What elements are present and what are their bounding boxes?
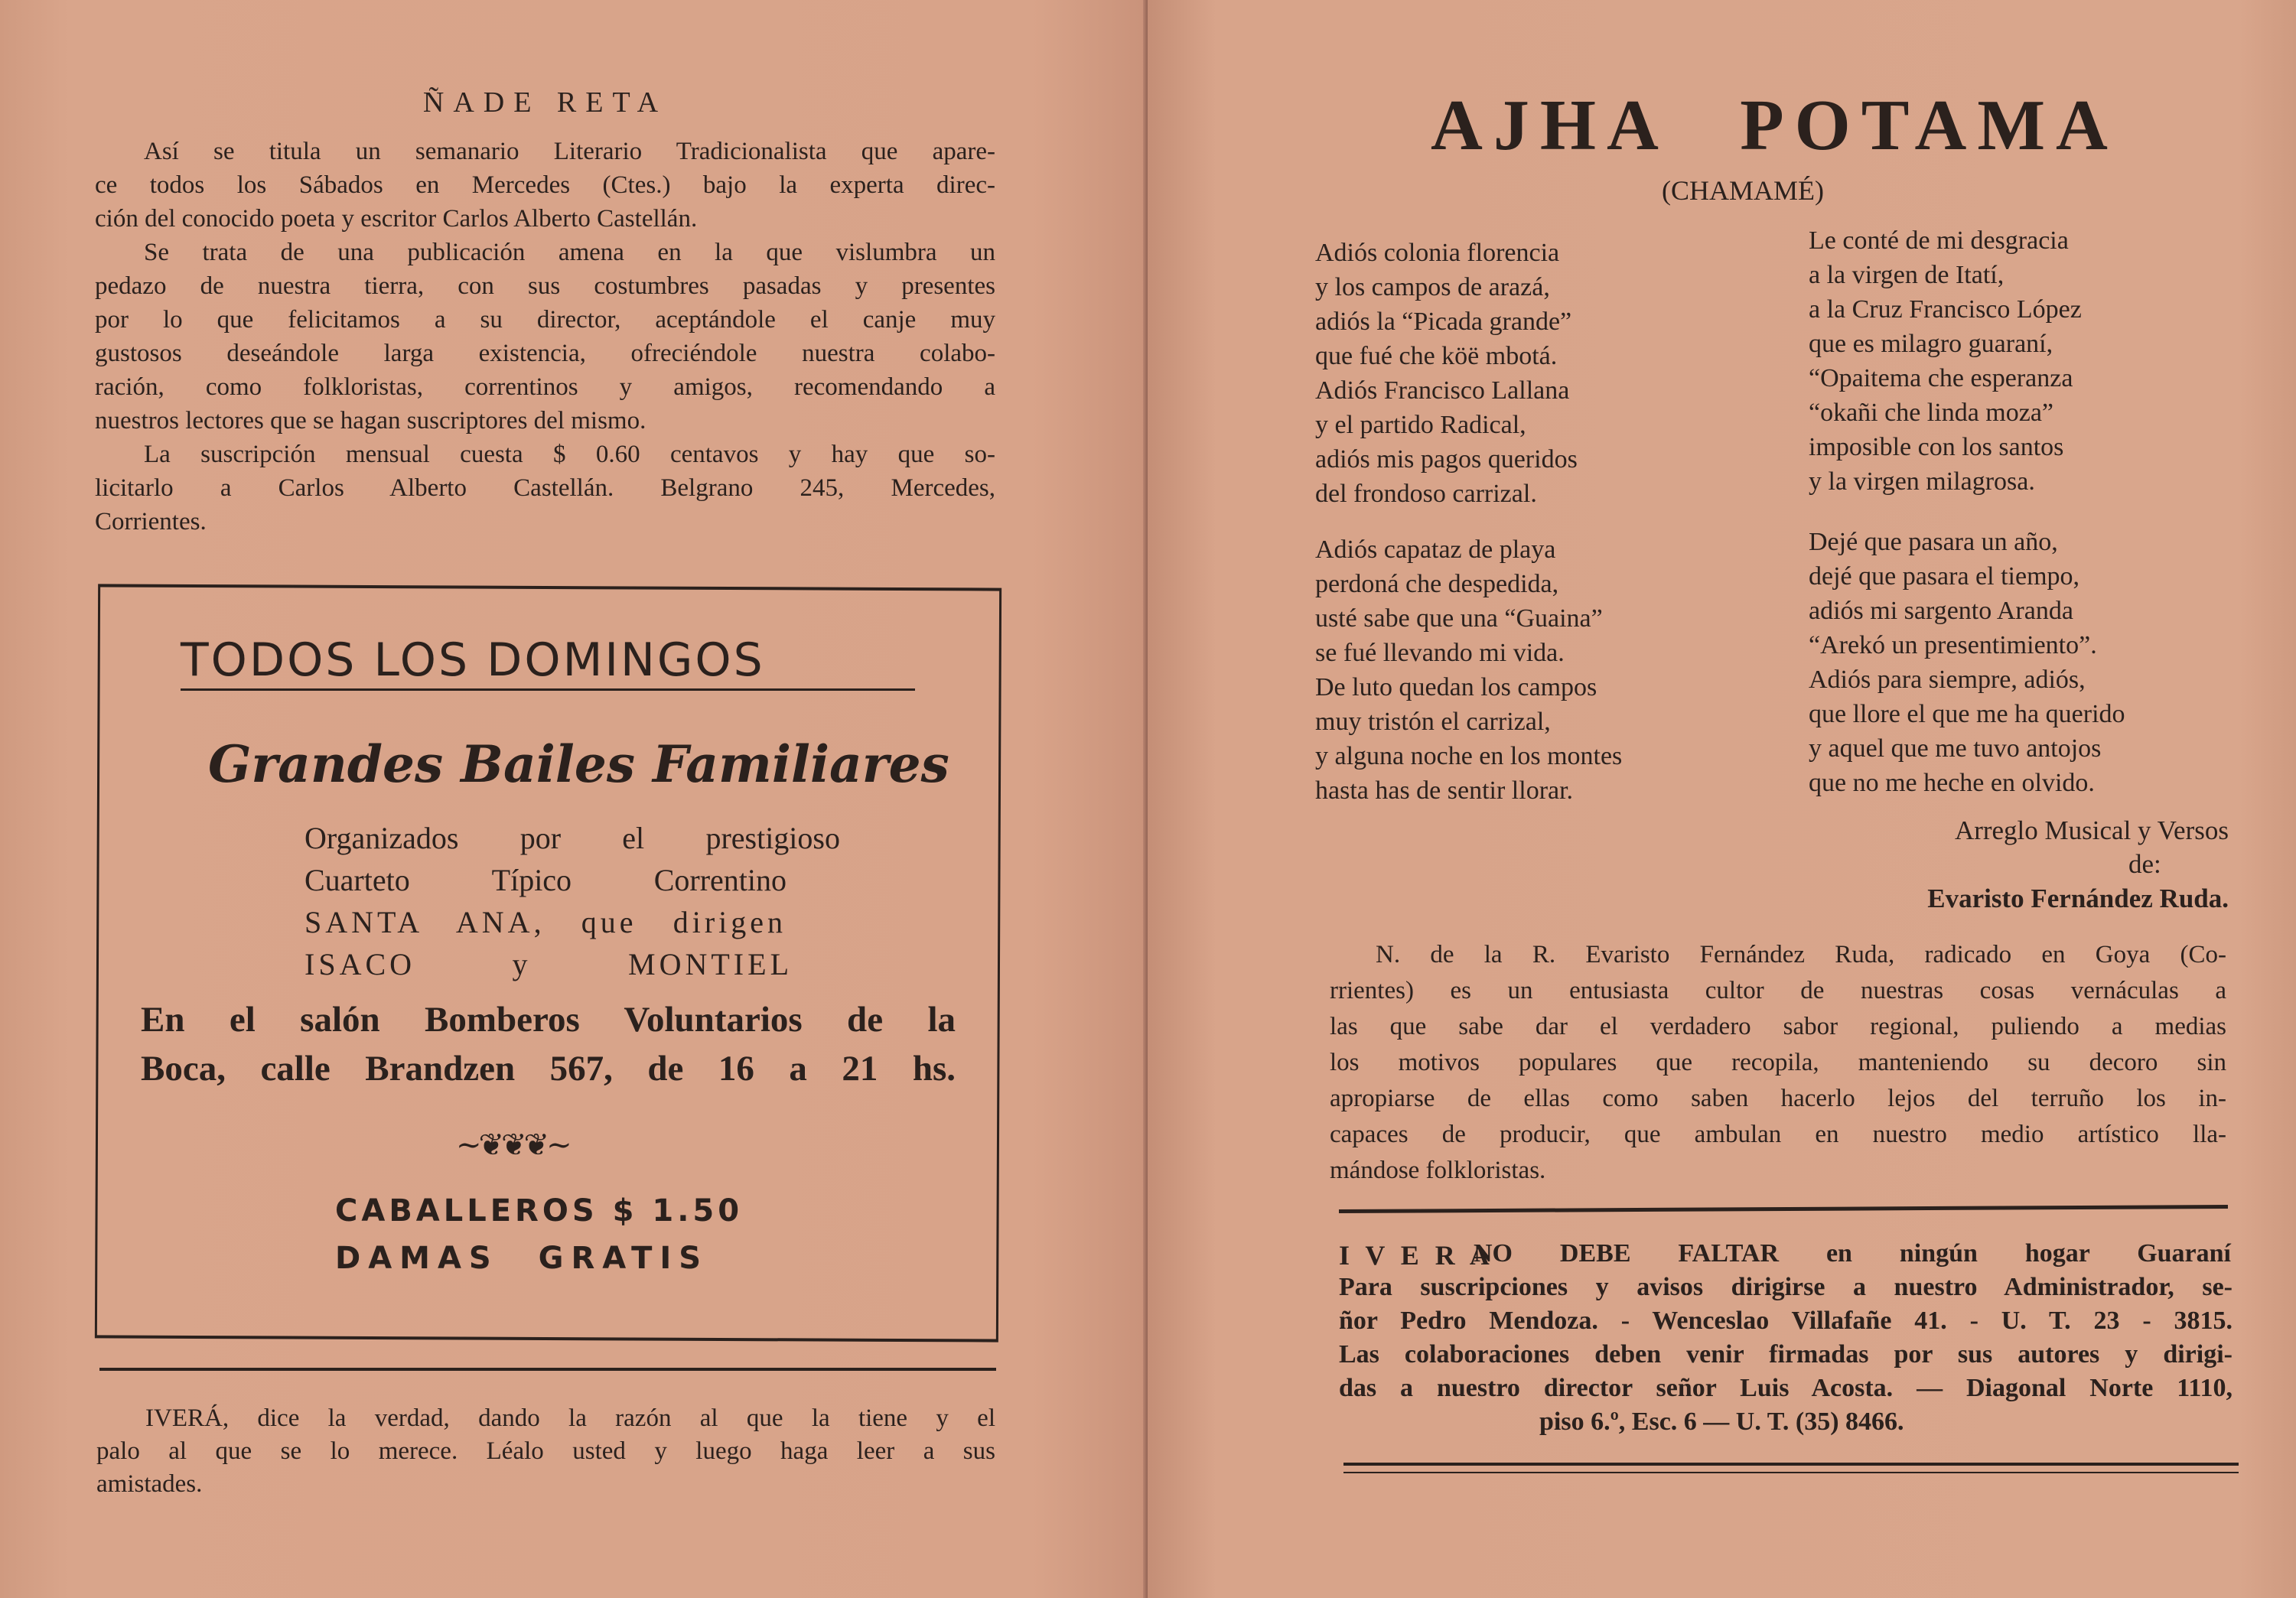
lyric-line: “Opaitema che esperanza: [1809, 364, 2073, 392]
lyric-line: hasta has de sentir llorar.: [1315, 776, 1574, 805]
song-title: AJHA POTAMA: [1431, 86, 2119, 165]
notice-line: ñor Pedro Mendoza. - Wenceslao Villafañe 41. - U. T. 23 - 3815.: [1339, 1307, 2232, 1335]
note-line: rrientes) es un entusiasta cultor de nuestras cosas vernáculas a: [1330, 977, 2226, 1004]
divider: [1339, 1205, 2228, 1213]
lyric-line: Le conté de mi desgracia: [1809, 226, 2069, 255]
song-genre: (CHAMAMÉ): [1662, 175, 1824, 206]
ad-price-women: DAMAS GRATIS: [335, 1241, 709, 1276]
note-line: N. de la R. Evaristo Fernández Ruda, radicado en Goya (Co-: [1376, 941, 2226, 968]
lyric-line: del frondoso carrizal.: [1315, 480, 1537, 508]
article-line: ce todos los Sábados en Mercedes (Ctes.) bajo la experta direc-: [95, 171, 995, 199]
article-line: Se trata de una publicación amena en la que vislumbra un: [144, 239, 995, 266]
lyric-line: a la Cruz Francisco López: [1809, 295, 2082, 324]
lyric-line: que es milagro guaraní,: [1809, 330, 2053, 358]
article-line: ración, como folkloristas, correntinos y amigos, recomendando a: [95, 373, 995, 401]
article-line: La suscripción mensual cuesta $ 0.60 centavos y hay que so-: [144, 441, 995, 468]
article-line: licitarlo a Carlos Alberto Castellán. Belgrano 245, Mercedes,: [95, 474, 995, 502]
article-line: gustosos deseándole larga existencia, ofreciéndole nuestra colabo-: [95, 340, 995, 367]
right-page: [1148, 0, 2296, 1598]
divider: [1343, 1463, 2239, 1466]
lyric-line: que llore el que me ha querido: [1809, 700, 2125, 728]
lyric-line: perdoná che despedida,: [1315, 570, 1559, 598]
lyric-line: De luto quedan los campos: [1315, 673, 1597, 701]
credit-author: Evaristo Fernández Ruda.: [1927, 884, 2229, 913]
ad-organizer-line: Cuarteto Típico Correntino: [305, 863, 787, 897]
slogan-line: IVERÁ, dice la verdad, dando la razón al que la tiene y el: [145, 1404, 995, 1432]
ad-heading-underline: [181, 688, 915, 691]
article-line: Corrientes.: [95, 508, 207, 535]
article-line: pedazo de nuestra tierra, con sus costumbres pasadas y presentes: [95, 272, 995, 300]
article-line: nuestros lectores que se hagan suscriptores del mismo.: [95, 407, 646, 434]
notice-line: das a nuestro director señor Luis Acosta. — Diagonal Norte 1110,: [1339, 1374, 2232, 1402]
note-line: los motivos populares que recopila, manteniendo su decoro sin: [1330, 1049, 2226, 1076]
notice-brand: I V E R A: [1339, 1240, 1494, 1271]
lyric-line: y los campos de arazá,: [1315, 273, 1550, 301]
ad-heading: TODOS LOS DOMINGOS: [181, 633, 765, 687]
credit-de: de:: [2128, 849, 2161, 879]
lyric-line: “Arekó un presentimiento”.: [1809, 631, 2097, 659]
note-line: capaces de producir, que ambulan en nuestro medio artístico lla-: [1330, 1121, 2226, 1148]
lyric-line: adiós mis pagos queridos: [1315, 445, 1578, 474]
ad-organizer-line: SANTA ANA, que dirigen: [305, 905, 787, 939]
divider: [99, 1368, 996, 1371]
notice-line: Para suscripciones y avisos dirigirse a nuestro Administrador, se-: [1339, 1273, 2232, 1301]
lyric-line: que fué che köë mbotá.: [1315, 342, 1558, 370]
ad-venue-line: En el salón Bomberos Voluntarios de la: [141, 1000, 956, 1040]
notice-line: NO DEBE FALTAR en ningún hogar Guaraní: [1474, 1239, 2231, 1268]
lyric-line: dejé que pasara el tiempo,: [1809, 562, 2080, 591]
note-line: mándose folkloristas.: [1330, 1157, 1546, 1184]
lyric-line: que no me heche en olvido.: [1809, 769, 2095, 797]
lyric-line: y la virgen milagrosa.: [1809, 467, 2035, 496]
ad-organizer-line: Organizados por el prestigioso: [305, 821, 840, 855]
lyric-line: y aquel que me tuvo antojos: [1809, 734, 2102, 763]
lyric-line: Dejé que pasara un año,: [1809, 528, 2058, 556]
article-line: Así se titula un semanario Literario Tradicionalista que apare-: [144, 138, 995, 165]
lyric-line: Adiós capataz de playa: [1315, 535, 1556, 564]
lyric-line: se fué llevando mi vida.: [1315, 639, 1565, 667]
ad-event-title: Grandes Bailes Familiares: [208, 734, 949, 794]
lyric-line: Adiós colonia florencia: [1315, 239, 1560, 267]
note-line: las que sabe dar el verdadero sabor regional, puliendo a medias: [1330, 1013, 2226, 1040]
notice-line: Las colaboraciones deben venir firmadas por sus autores y dirigi-: [1339, 1340, 2232, 1369]
slogan-line: palo al que se lo merece. Léalo usted y luego haga leer a sus: [96, 1437, 995, 1465]
lyric-line: y el partido Radical,: [1315, 411, 1526, 439]
lyric-line: a la virgen de Itatí,: [1809, 261, 2005, 289]
lyric-line: “okañi che linda moza”: [1809, 399, 2054, 427]
ad-venue-line: Boca, calle Brandzen 567, de 16 a 21 hs.: [141, 1049, 956, 1089]
article-line: ción del conocido poeta y escritor Carlos Alberto Castellán.: [95, 205, 698, 233]
lyric-line: imposible con los santos: [1809, 433, 2064, 461]
slogan-line: amistades.: [96, 1470, 203, 1498]
credit-label: Arreglo Musical y Versos: [1954, 815, 2229, 845]
ad-organizer-line: ISACO y MONTIEL: [305, 947, 793, 981]
ornament-icon: ~❦❦❦~: [456, 1128, 569, 1163]
notice-line: piso 6.º, Esc. 6 — U. T. (35) 8466.: [1539, 1408, 1904, 1436]
note-line: apropiarse de ellas como saben hacerlo lejos del terruño los in-: [1330, 1085, 2226, 1112]
divider: [1343, 1472, 2239, 1473]
lyric-line: Adiós Francisco Lallana: [1315, 376, 1570, 405]
lyric-line: adiós mi sargento Aranda: [1809, 597, 2073, 625]
lyric-line: Adiós para siempre, adiós,: [1809, 666, 2086, 694]
ad-price-men: CABALLEROS $ 1.50: [335, 1193, 744, 1229]
lyric-line: muy tristón el carrizal,: [1315, 708, 1551, 736]
lyric-line: usté sabe que una “Guaina”: [1315, 604, 1603, 633]
article-line: por lo que felicitamos a su director, aceptándole el canje muy: [95, 306, 995, 334]
article-title: ÑADE RETA: [422, 86, 668, 119]
lyric-line: adiós la “Picada grande”: [1315, 308, 1572, 336]
lyric-line: y alguna noche en los montes: [1315, 742, 1623, 770]
